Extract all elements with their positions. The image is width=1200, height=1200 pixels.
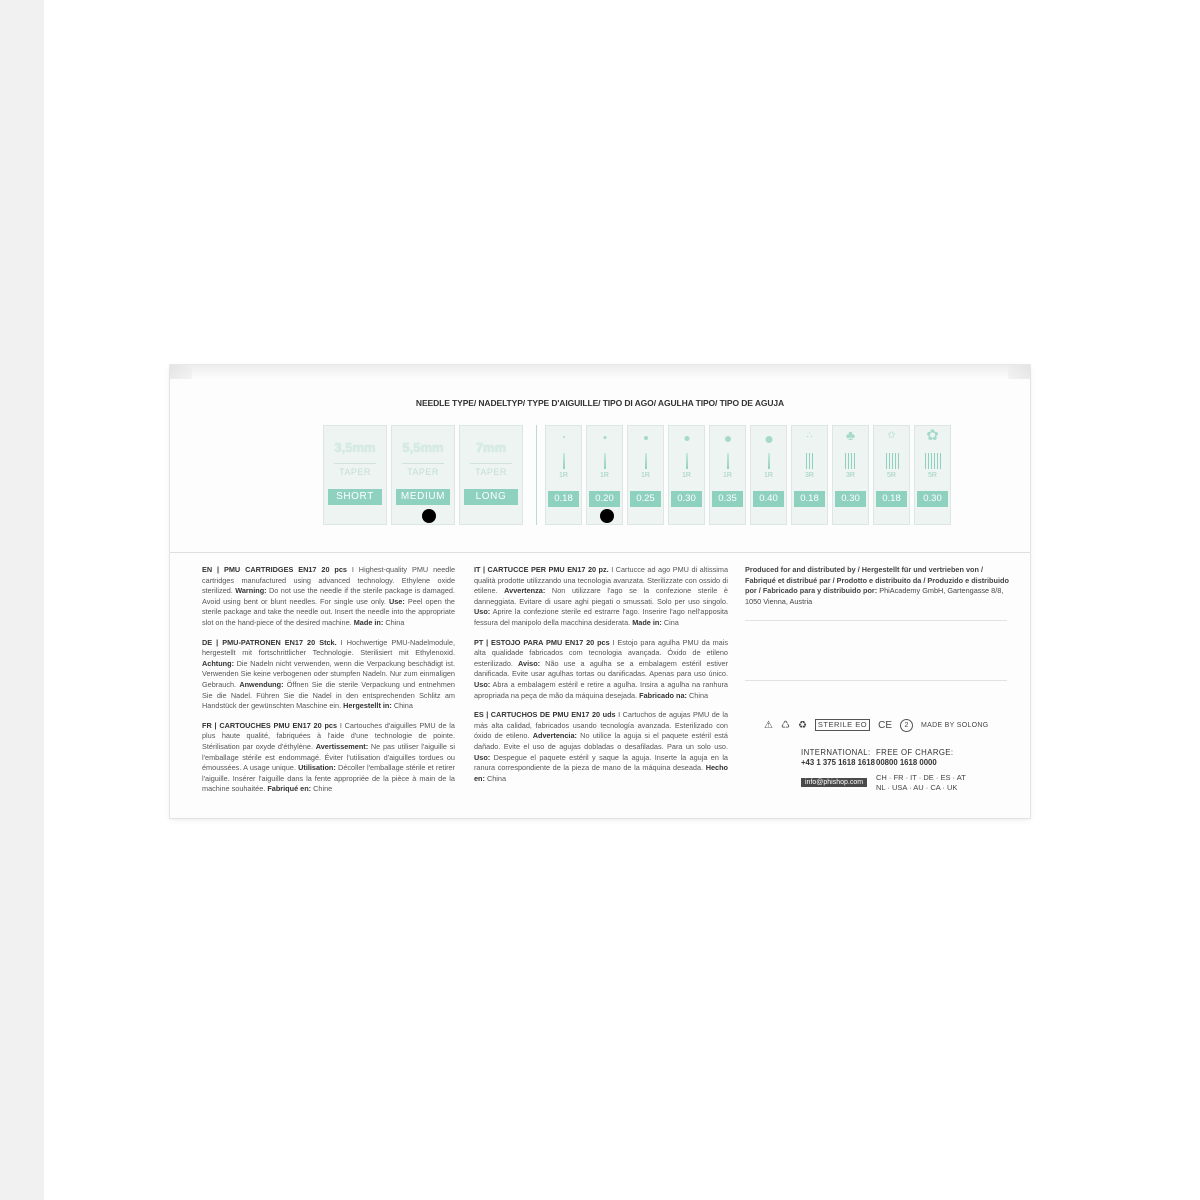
right-divider [745,680,1007,681]
needle-stem-icon [925,453,941,469]
chart-divider [536,425,537,525]
international-label: INTERNATIONAL: [801,748,871,757]
taper-tile-medium [391,425,455,525]
needle-type-title: NEEDLE TYPE/ NADELTYP/ TYPE D'AIGUILLE/ TIPO DI AGO/ AGULHA TIPO/ TIPO DE AGUJA [415,398,785,408]
needle-diameter: 0.30 [835,491,866,507]
needle-stem-icon [686,453,688,469]
five-round-icon: ✩ [887,430,896,441]
regulatory-symbols [764,718,988,732]
needle-point-icon [684,436,689,441]
taper-label: TAPER [339,467,371,477]
single-use-icon: 2 [900,719,913,732]
needle-tile [791,425,828,525]
text-es: ES | CARTUCHOS DE PMU EN17 20 uds I Cartuchos de agujas PMU de la más alta calidad, fabricados usando tecnología avanzada. Esterilizado con óxido de etileno. Advertencia: No utilice la aguja si el paquete estéril está dañado. Evite el uso de agujas dobladas o desafiladas. Para un solo uso. Uso: Despegue el paquete estéril y saque la aguja. Inserte la aguja en la ranura correspondiente de la pieza de mano de la máquina deseada. Hecho en: China [474,710,729,783]
text-column-left [202,565,455,804]
needle-diameter: 0.35 [712,491,743,507]
three-round-icon: ∴ [806,430,813,440]
five-round-icon: ✿ [926,427,939,444]
needle-tile [750,425,787,525]
needle-chart [323,425,963,525]
ce-mark: CE [878,719,892,731]
taper-divider [334,463,376,464]
needle-stem-icon [604,453,606,469]
text-fr: FR | CARTOUCHES PMU EN17 20 pcs I Cartouches d'aiguilles PMU de la plus haute qualité, fabriquées à l'aide d'une technologie de pointe. Stérilisation par oxyde d'éthylène. Avertissement: Ne pas utiliser l'aiguille si l'emballage stérile est endommagé. Éviter l'utilisation d'aiguilles tordues ou émoussées. A usage unique. Utilisation: Décoller l'emballage stérile et retirer l'aiguille. Insérer l'aiguille dans la fente appropriée de la pièce à main de la machine souhaitée. Fabriqué en: Chine [202,720,455,794]
needle-tile [668,425,705,525]
country-row: CH · FR · IT · DE · ES · AT [876,773,966,782]
needle-point-icon [603,436,606,439]
needle-diameter: 0.20 [589,491,620,507]
needle-code: 1R [559,472,568,479]
country-row: NL · USA · AU · CA · UK [876,783,958,792]
needle-code: 3R [846,472,855,479]
needle-stem-icon [886,453,899,469]
needle-code: 5R [928,472,937,479]
needle-diameter: 0.18 [548,491,579,507]
selected-taper-marker [422,509,436,523]
text-de: DE | PMU-PATRONEN EN17 20 Stck. I Hochwertige PMU-Nadelmodule, hergestellt mit fortschrittlicher Technologie. Sterilisiert mit Ethylenoxid. Achtung: Die Nadeln nicht verwenden, wenn die Verpackung beschädigt ist. Verwenden Sie keine verbogenen oder stumpfen Nadeln. Nur zum einmaligen Gebrauch. Anwendung: Öffnen Sie die sterile Verpackung und entnehmen Sie die Nadel. Führen Sie die Nadel in den entsprechenden Schlitz am Handstück der gewünschten Maschine ein. Hergestellt in: China [202,637,455,711]
needle-tile [873,425,910,525]
made-by-label: MADE BY SOLONG [921,721,989,729]
taper-label: TAPER [407,467,439,477]
needle-code: 3R [805,472,814,479]
selected-needle-marker [600,509,614,523]
text-it: IT | CARTUCCE PER PMU EN17 20 pz. I Cartucce ad ago PMU di altissima qualità prodotte utilizzando una tecnologia avanzata. Sterilizzate con ossido di etilene. Avvertenza: Non utilizzare l'ago se la confezione sterile è danneggiata. Evitare di usare aghi piegati o smussati. Solo per uso singolo. Uso: Aprire la confezione sterile ed estrarre l'ago. Inserire l'ago nell'apposita fessura del manipolo della macchina desiderata. Made in: Cina [474,565,728,627]
three-round-icon: ♣ [845,427,856,443]
taper-divider [470,463,512,464]
manufacturer-info: Produced for and distributed by / Hergestellt für und vertrieben von / Fabriqué et distribué par / Prodotto e distribuito da / Produzido e distribuido por / Fabricado para y distribuido por: PhiAcademy GmbH, Gartengasse 8/8, 1050 Vienna, Austria [745,565,1009,606]
needle-stem-icon [845,453,857,469]
needle-diameter: 0.30 [671,491,702,507]
needle-diameter: 0.18 [876,491,907,507]
needle-tile [709,425,746,525]
dispose-icon: ♺ [780,719,790,731]
sterile-eo-label: STERILE EO [815,719,870,731]
needle-point-icon [725,436,731,442]
right-divider [745,620,1007,621]
needle-stem-icon [768,453,770,469]
taper-tile-long [459,425,523,525]
box-corner-left [170,365,192,379]
needle-tile [914,425,951,525]
international-number: +43 1 375 1618 1618 [801,758,875,767]
box-corner-right [1008,365,1030,379]
taper-tile-short [323,425,387,525]
needle-point-icon [644,436,648,440]
taper-length: 5,5mm [402,440,444,455]
needle-diameter: 0.40 [753,491,784,507]
warning-icon: ⚠ [764,719,773,731]
international-contact [801,748,875,768]
taper-size-label: SHORT [328,489,382,505]
taper-length: 7mm [475,440,507,455]
section-divider [170,552,1030,553]
needle-stem-icon [645,453,647,469]
needle-stem-icon [727,453,729,469]
free-label: FREE OF CHARGE: [876,748,954,757]
needle-code: 1R [641,472,650,479]
taper-label: TAPER [475,467,507,477]
text-pt: PT | ESTOJO PARA PMU EN17 20 pcs I Estojo para agulha PMU da mais alta qualidade fabricados com tecnologia avançada. Óxido de etileno esterilizado. Aviso: Não use a agulha se a embalagem estéril estiver danificada. Evite usar agulhas tortas ou danificadas. Apenas para uso único. Uso: Abra a embalagem estéril e retire a agulha. Insira a agulha na ranhura apropriada na peça de mão da máquina desejada. Fabricado na: China [474,637,728,700]
needle-code: 1R [764,472,773,479]
needle-diameter: 0.25 [630,491,661,507]
needle-stem-icon [563,453,565,469]
background-strip [0,0,44,1200]
taper-length: 3,5mm [334,440,376,455]
needle-code: 1R [682,472,691,479]
needle-stem-icon [806,453,815,469]
taper-size-label: MEDIUM [396,489,450,505]
needle-code: 1R [600,472,609,479]
needle-tile [832,425,869,525]
free-contact [876,748,953,768]
needle-code: 1R [723,472,732,479]
product-box-back [170,365,1030,818]
needle-diameter: 0.18 [794,491,825,507]
email-label: info@phishop.com [801,778,867,787]
needle-tile [627,425,664,525]
free-number: 00800 1618 0000 [876,758,937,767]
text-en: EN | PMU CARTRIDGES EN17 20 pcs I Highest-quality PMU needle cartridges manufactured using advanced technology. Ethylene oxide sterilized. Warning: Do not use the needle if the sterile package is damaged. Avoid using bent or blunt needles. For single use only. Use: Peel open the sterile package and take the needle out. Insert the needle into the appropriate slot on the hand-piece of the desired machine. Made in: China [202,565,455,627]
needle-point-icon [563,436,565,438]
box-lid-shadow [170,365,1030,379]
taper-divider [402,463,444,464]
text-column-middle [474,565,728,793]
recycle-icon: ♻ [797,719,807,731]
taper-size-label: LONG [464,489,518,505]
needle-code: 5R [887,472,896,479]
needle-diameter: 0.30 [917,491,948,507]
country-list [876,773,966,793]
needle-point-icon [765,436,772,443]
needle-tile [545,425,582,525]
